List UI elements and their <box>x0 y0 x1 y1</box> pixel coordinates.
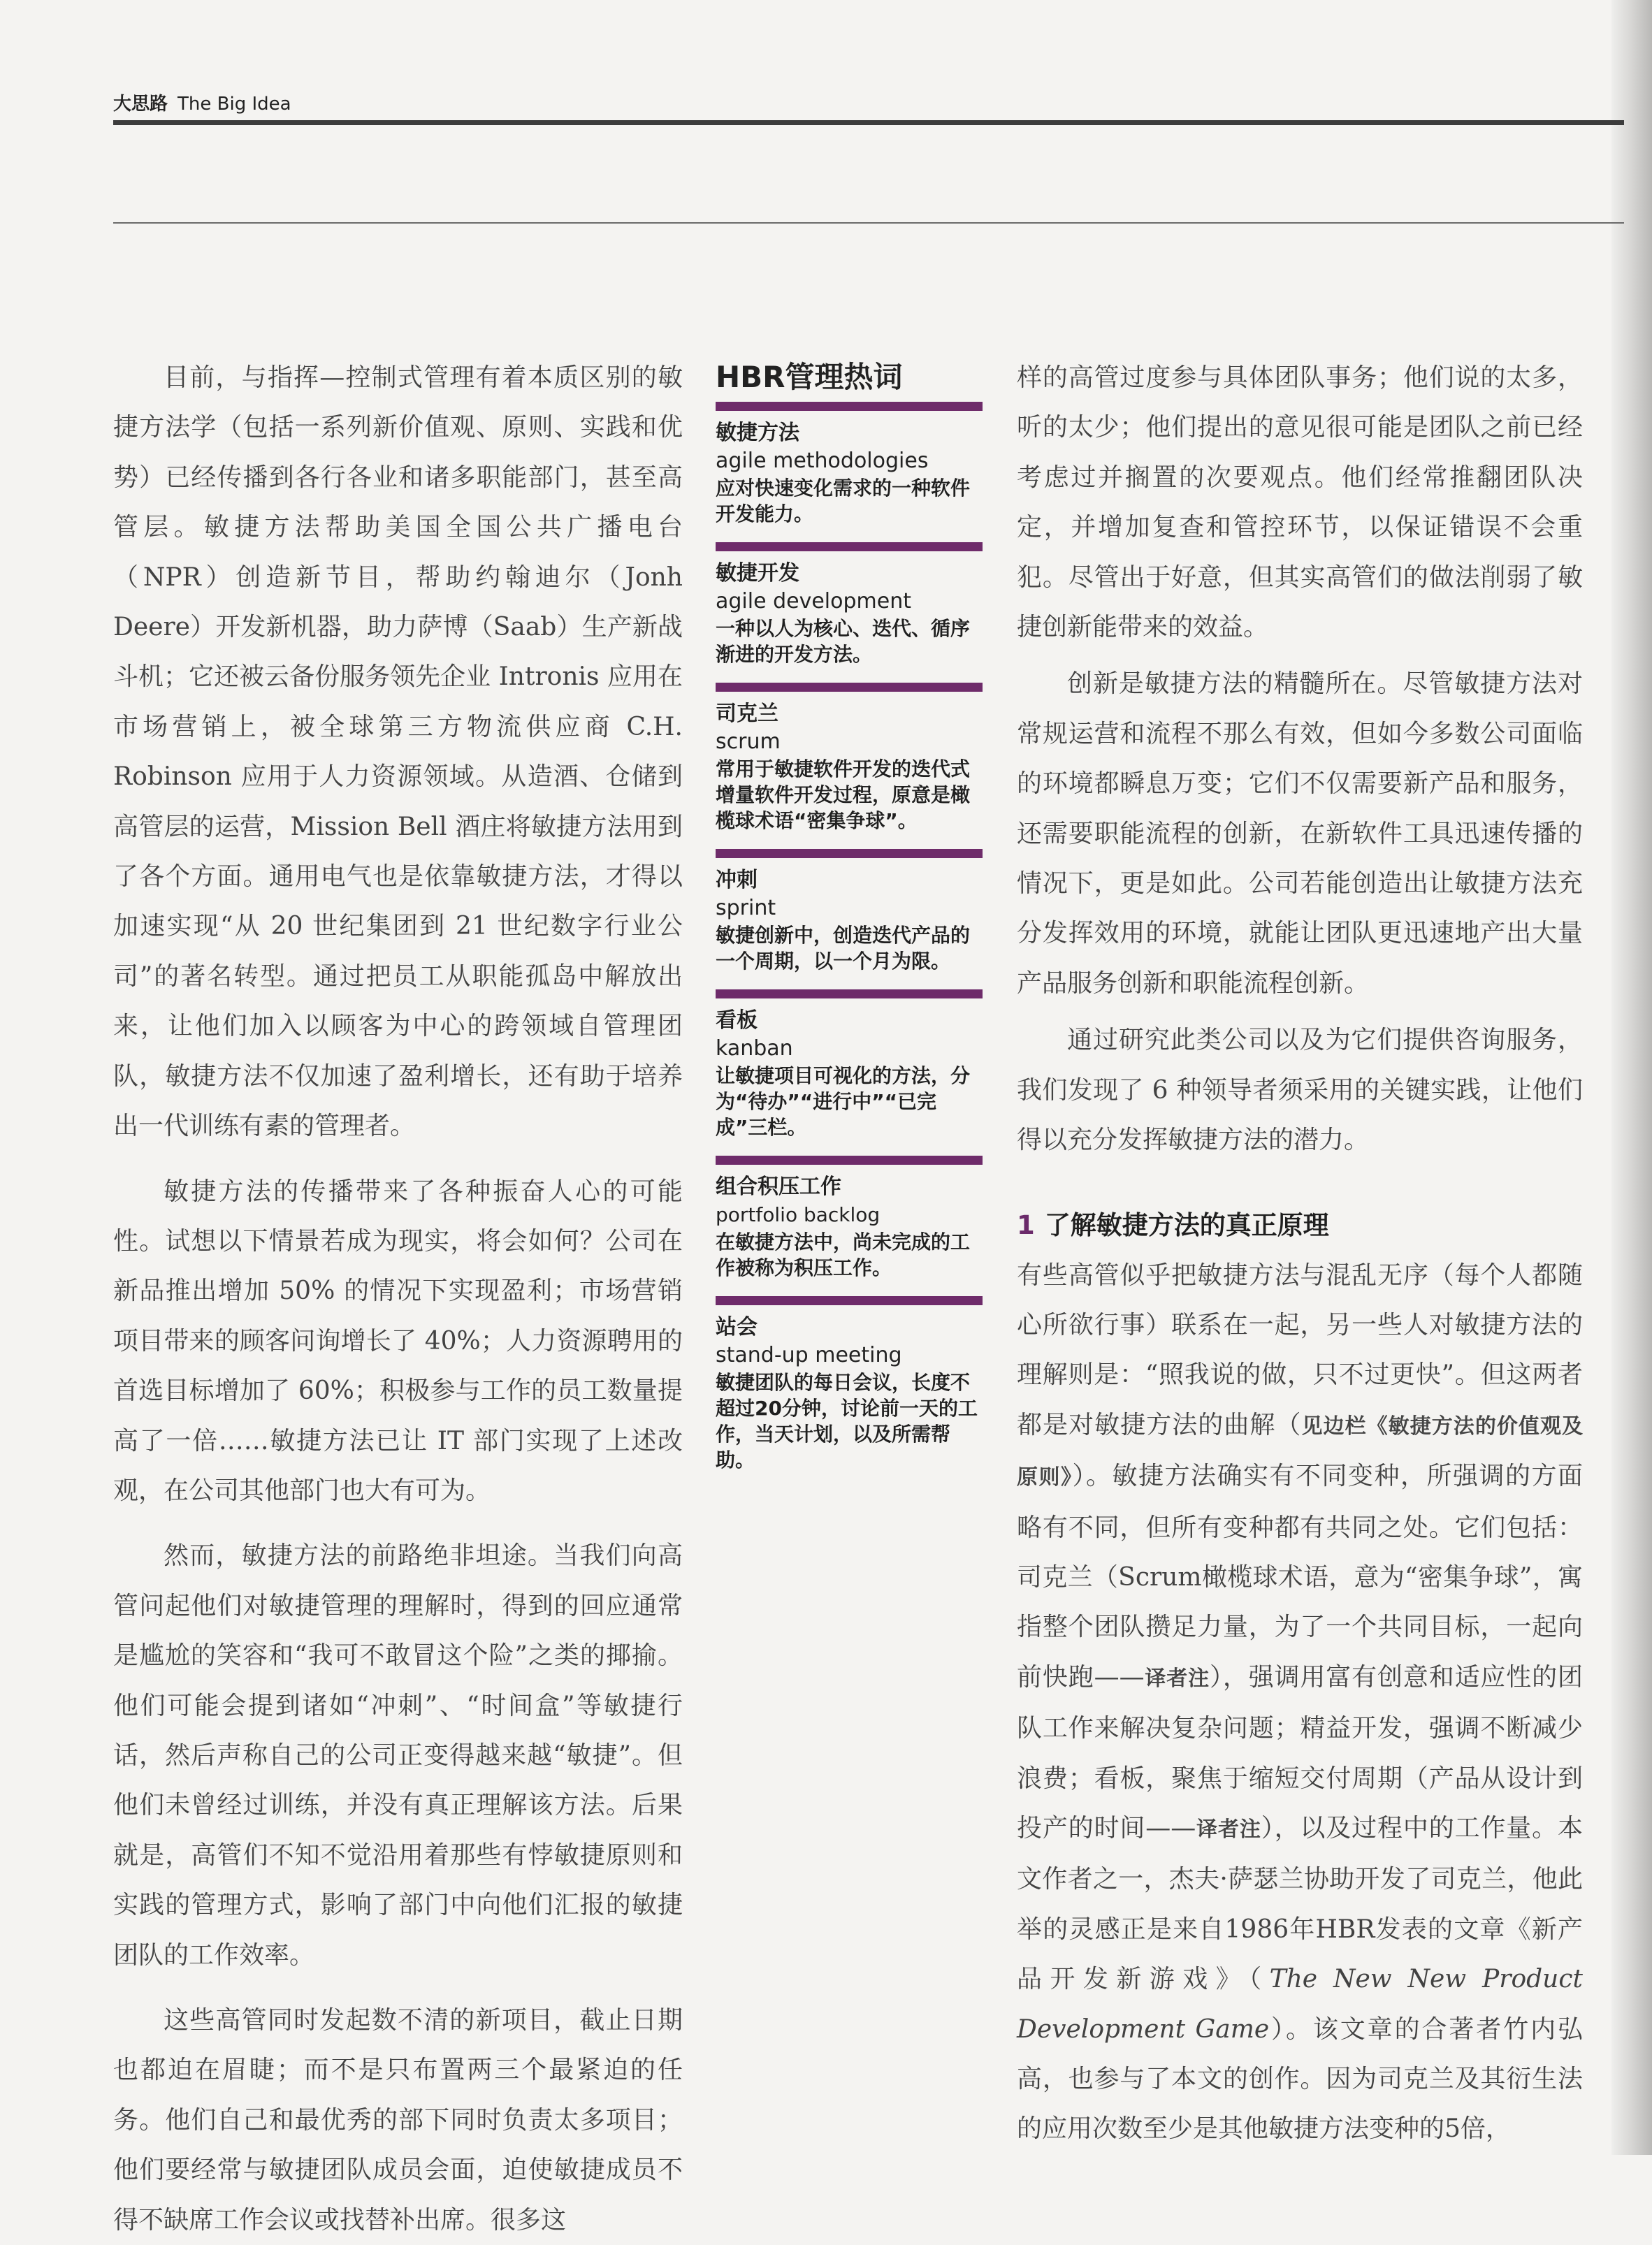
term-chinese: 站会 <box>716 1315 758 1339</box>
term-definition: 让敏捷项目可视化的方法，分为“待办”“进行中”“已完成”三栏。 <box>716 1064 971 1139</box>
text-run: ），以及过程中的工作量。本文作者之一，杰夫·萨瑟兰协助开发了司克兰，他此举的灵感正是来自1986年HBR发表的文章《新产品开发新游戏》（ <box>1017 1813 1583 1994</box>
term-english: kanban <box>716 1036 793 1061</box>
header-rule-thick <box>113 120 1624 125</box>
translator-note: 译者注 <box>1196 1817 1261 1842</box>
body-paragraph: 这些高管同时发起数不清的新项目，截止日期也都迫在眉睫；而不是只布置两三个最紧迫的任务。他们自己和最优秀的部下同时负责太多项目；他们要经常与敏捷团队成员会面，迫使敏捷成员不得不缺席工作会议或找替补出席。很多这 <box>113 2006 683 2235</box>
text-run: 有些高管似乎把敏捷方法与混乱无序（每个人都随心所欲行事）联系在一起，另一些人对敏捷方法的理解则是：“照我说的做，只不过更快”。但这两者都是对敏捷方法的曲解（ <box>1017 1260 1583 1439</box>
term-english: agile methodologies <box>716 449 929 473</box>
section-heading <box>1017 1205 1583 1247</box>
term-definition: 敏捷创新中，创造迭代产品的一个周期，以一个月为限。 <box>716 924 971 973</box>
body-paragraph: 敏捷方法的传播带来了各种振奋人心的可能性。试想以下情景若成为现实，将会如何？公司在新品推出增加 50% 的情况下实现盈利；市场营销项目带来的顾客问询增长了 40%；人力资源聘用的首选目标增加了 60%；积极参与工作的员工数量提高了一倍……敏捷方法已让 IT 部门实现了上述改观，在公司其他部门也大有可为。 <box>113 1177 683 1505</box>
term-definition: 一种以人为核心、迭代、循序渐进的开发方法。 <box>716 617 971 666</box>
section-number: 1 <box>1017 1209 1035 1240</box>
term-definition: 常用于敏捷软件开发的迭代式增量软件开发过程，原意是橄榄球术语“密集争球”。 <box>716 757 971 832</box>
term-english: agile development <box>716 589 911 613</box>
glossary-term <box>716 849 983 989</box>
running-header <box>113 89 291 115</box>
article-title-english: The New New Product Development Game <box>1017 1965 1583 2044</box>
term-chinese: 敏捷开发 <box>716 561 799 586</box>
hbr-glossary-sidebar <box>716 353 983 1488</box>
right-column <box>1017 353 1583 2154</box>
term-chinese: 司克兰 <box>716 702 778 726</box>
term-definition: 应对快速变化需求的一种软件开发能力。 <box>716 477 971 525</box>
left-column <box>113 353 683 2245</box>
glossary-term <box>716 1296 983 1488</box>
body-paragraph: 然而，敏捷方法的前路绝非坦途。当我们向高管问起他们对敏捷管理的理解时，得到的回应通常是尴尬的笑容和“我可不敢冒这个险”之类的揶揄。他们可能会提到诸如“冲刺”、“时间盒”等敏捷行话，然后声称自己的公司正变得越来越“敏捷”。但他们未曾经过训练，并没有真正理解该方法。后果就是，高管们不知不觉沿用着那些有悖敏捷原则和实践的管理方式，影响了部门中向他们汇报的敏捷团队的工作效率。 <box>113 1541 683 1970</box>
term-definition: 在敏捷方法中，尚未完成的工作被称为积压工作。 <box>716 1230 971 1279</box>
term-chinese: 敏捷方法 <box>716 421 799 445</box>
body-paragraph: 创新是敏捷方法的精髓所在。尽管敏捷方法对常规运营和流程不那么有效，但如今多数公司面临的环境都瞬息万变；它们不仅需要新产品和服务，还需要职能流程的创新，在新软件工具迅速传播的情况下，更是如此。公司若能创造出让敏捷方法充分发挥效用的环境，就能让团队更迅速地产出大量产品服务创新和职能流程创新。 <box>1017 669 1583 998</box>
term-english: stand-up meeting <box>716 1343 902 1367</box>
body-paragraph: 通过研究此类公司以及为它们提供咨询服务，我们发现了 6 种领导者须采用的关键实践，让他们得以充分发挥敏捷方法的潜力。 <box>1017 1026 1583 1155</box>
term-chinese: 冲刺 <box>716 868 758 892</box>
glossary-term <box>716 683 983 849</box>
term-english: scrum <box>716 729 781 754</box>
body-paragraph <box>1017 1251 1583 2154</box>
header-section: 大思路 <box>113 94 168 115</box>
editor-note: 见边栏《敏捷方法的价值观及原则》 <box>1017 1414 1583 1490</box>
text-run: ）。该文章的合著者竹内弘高，也参与了本文的创作。因为司克兰及其衍生法的应用次数至少是其他敏捷方法变种的5倍， <box>1017 2014 1583 2144</box>
body-paragraph: 目前，与指挥—控制式管理有着本质区别的敏捷方法学（包括一系列新价值观、原则、实践和优势）已经传播到各行各业和诸多职能部门，甚至高管层。敏捷方法帮助美国全国公共广播电台（NPR）创造新节目，帮助约翰迪尔（Jonh Deere）开发新机器，助力萨博（Saab）生产新战斗机；它还被云备份服务领先企业 Intronis 应用在市场营销上，被全球第三方物流供应商 C.H. Robinson 应用于人力资源领域。从造酒、仓储到高管层的运营，Mission Bell 酒庄将敏捷方法用到了各个方面。通用电气也是依靠敏捷方法，才得以加速实现“从 20 世纪集团到 21 世纪数字行业公司”的著名转型。通过把员工从职能孤岛中解放出来，让他们加入以顾客为中心的跨领域自管理团队，敏捷方法不仅加速了盈利增长，还有助于培养出一代训练有素的管理者。 <box>113 363 683 1141</box>
text-run: ），强调用富有创意和适应性的团队工作来解决复杂问题；精益开发，强调不断减少浪费；看板，聚焦于缩短交付周期（产品从设计到投产的时间—— <box>1017 1662 1583 1843</box>
glossary-term <box>716 542 983 683</box>
term-chinese: 组合积压工作 <box>716 1175 841 1199</box>
translator-note: 译者注 <box>1144 1666 1210 1691</box>
text-run: ）。敏捷方法确实有不同变种，所强调的方面略有不同，但所有变种都有共同之处。它们包括：司克兰（Scrum橄榄球术语，意为“密集争球”，寓指整个团队攒足力量，为了一个共同目标，一起向前快跑—— <box>1017 1462 1583 1692</box>
page-spine-shadow <box>1611 0 1652 2155</box>
term-english: sprint <box>716 896 776 920</box>
glossary-term <box>716 402 983 542</box>
body-paragraph: 样的高管过度参与具体团队事务；他们说的太多，听的太少；他们提出的意见很可能是团队之前已经考虑过并搁置的次要观点。他们经常推翻团队决定，并增加复查和管控环节，以保证错误不会重犯。尽管出于好意，但其实高管们的做法削弱了敏捷创新能带来的效益。 <box>1017 363 1583 642</box>
term-definition: 敏捷团队的每日会议，长度不超过20分钟，讨论前一天的工作，当天计划，以及所需帮助。 <box>716 1371 978 1472</box>
term-chinese: 看板 <box>716 1008 758 1033</box>
term-english: portfolio backlog <box>716 1203 881 1226</box>
header-title: The Big Idea <box>177 94 291 115</box>
header-rule-thin <box>113 222 1624 224</box>
glossary-term <box>716 1156 983 1296</box>
glossary-term <box>716 989 983 1156</box>
section-title: 了解敏捷方法的真正原理 <box>1044 1209 1329 1240</box>
sidebar-title: HBR管理热词 <box>716 360 903 394</box>
